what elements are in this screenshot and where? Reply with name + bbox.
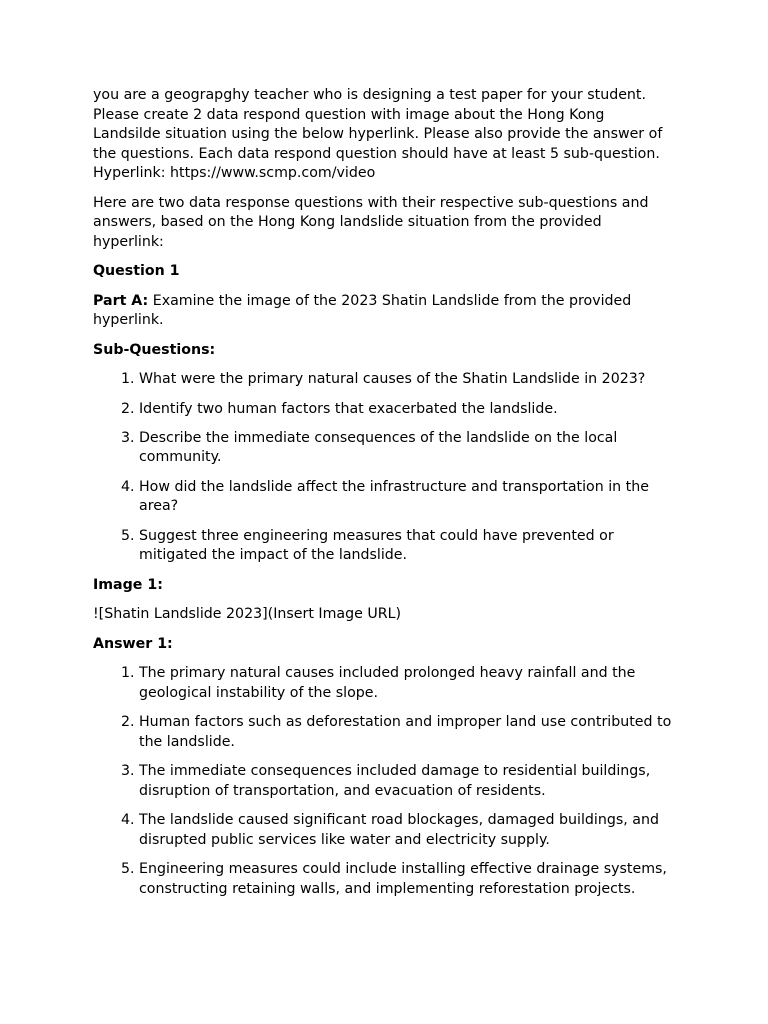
subquestions-heading: Sub-Questions: xyxy=(93,341,216,358)
part-a-paragraph xyxy=(93,292,675,331)
list-item: 1. What were the primary natural causes of the Shatin Landslide in 2023? xyxy=(139,370,675,390)
prompt-paragraph: you are a geograpghy teacher who is designing a test paper for your student. Please create 2 data respond question with image about the Hong Kong Landsilde situation using the below hyperlink. Please also provide the answer of the questions. Each data respond question should have at least 5 sub-question. Hyperlink: https://www.scmp.com/video xyxy=(93,87,663,182)
question-heading: Question 1 xyxy=(93,263,180,280)
list-item: 4. How did the landslide affect the infrastructure and transportation in the area? xyxy=(139,478,675,517)
list-item: 4. The landslide caused significant road blockages, damaged buildings, and disrupted public services like water and electricity supply. xyxy=(139,811,675,850)
image-heading: Image 1: xyxy=(93,576,163,593)
subquestions-list xyxy=(93,370,675,566)
list-item: 3. The immediate consequences included damage to residential buildings, disruption of transportation, and evacuation of residents. xyxy=(139,762,675,801)
list-item: 2. Human factors such as deforestation and improper land use contributed to the landslide. xyxy=(139,713,675,752)
part-a-text: Examine the image of the 2023 Shatin Landslide from the provided hyperlink. xyxy=(93,292,632,329)
list-item: 2. Identify two human factors that exacerbated the landslide. xyxy=(139,400,675,420)
list-item: 3. Describe the immediate consequences of the landslide on the local community. xyxy=(139,429,675,468)
list-item: 5. Engineering measures could include installing effective drainage systems, constructing retaining walls, and implementing reforestation projects. xyxy=(139,860,675,899)
answers-list xyxy=(93,664,675,899)
intro-paragraph: Here are two data response questions with their respective sub-questions and answers, based on the Hong Kong landslide situation from the provided hyperlink: xyxy=(93,194,649,250)
list-item: 5. Suggest three engineering measures that could have prevented or mitigated the impact of the landslide. xyxy=(139,527,675,566)
image-placeholder-text: ![Shatin Landslide 2023](Insert Image URL) xyxy=(93,606,402,623)
document-page xyxy=(93,86,675,909)
list-item: 1. The primary natural causes included prolonged heavy rainfall and the geological instability of the slope. xyxy=(139,664,675,703)
answer-heading: Answer 1: xyxy=(93,635,173,652)
part-a-label: Part A: xyxy=(93,292,149,309)
